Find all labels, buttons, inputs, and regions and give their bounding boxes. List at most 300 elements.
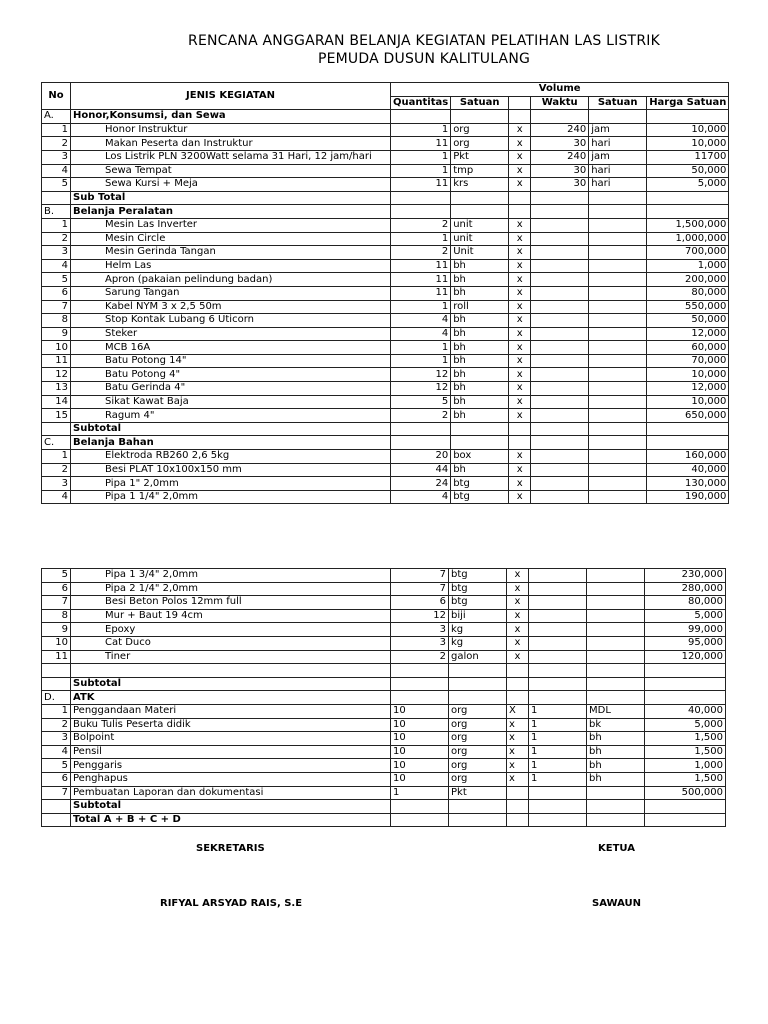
table-row [42,123,729,137]
cell-multiplier: x [507,650,529,664]
cell-satuan-2 [589,382,647,396]
section-row [42,436,729,450]
cell-multiplier: x [507,772,529,786]
cell-empty [391,813,449,827]
table-row [42,178,729,192]
cell-satuan: unit [451,218,509,232]
cell-satuan: bh [451,409,509,423]
table-row [42,259,729,273]
subtotal-row [42,800,726,814]
cell-satuan-2 [587,569,645,583]
subtotal-row [42,191,729,205]
cell-quantitas: 1 [391,123,451,137]
table-row [42,582,726,596]
table-row [42,477,729,491]
cell-empty [647,205,729,219]
cell-waktu: 1 [529,718,587,732]
cell-empty [645,677,726,691]
cell-empty [587,813,645,827]
cell-harga-satuan: 700,000 [647,246,729,260]
cell-quantitas: 4 [391,314,451,328]
cell-empty [529,677,587,691]
cell-satuan: kg [449,636,507,650]
cell-waktu [529,609,587,623]
cell-harga-satuan: 1,500,000 [647,218,729,232]
cell-harga-satuan: 120,000 [645,650,726,664]
cell-quantitas: 11 [391,259,451,273]
cell-empty [449,677,507,691]
cell-no: 5 [42,273,71,287]
cell-item-name: Pipa 1 1/4" 2,0mm [71,490,391,504]
cell-multiplier: x [509,327,531,341]
cell-satuan: btg [451,490,509,504]
cell-harga-satuan: 190,000 [647,490,729,504]
cell-no: 10 [42,341,71,355]
cell-harga-satuan: 40,000 [647,463,729,477]
cell-quantitas: 7 [391,569,449,583]
cell-quantitas: 1 [391,300,451,314]
cell-item-name: Mesin Circle [71,232,391,246]
cell-harga-satuan: 200,000 [647,273,729,287]
cell-satuan-2 [589,409,647,423]
cell-multiplier: x [509,232,531,246]
table-row [42,314,729,328]
cell-item-name: Makan Peserta dan Instruktur [71,137,391,151]
cell-waktu [531,368,589,382]
cell-empty [531,422,589,436]
table-row [42,382,729,396]
cell-item-name: Kabel NYM 3 x 2,5 50m [71,300,391,314]
cell-harga-satuan: 500,000 [645,786,726,800]
cell-satuan-2: hari [589,137,647,151]
cell-multiplier: x [509,300,531,314]
cell-multiplier: x [507,745,529,759]
cell-item-name: Epoxy [71,623,391,637]
cell-item-name: Batu Potong 14" [71,354,391,368]
cell-item-name: Pipa 1" 2,0mm [71,477,391,491]
cell-waktu [529,582,587,596]
table-row [42,409,729,423]
cell-waktu [529,623,587,637]
cell-no: 13 [42,382,71,396]
cell-item-name: Sewa Tempat [71,164,391,178]
cell-empty [391,191,451,205]
cell-empty [507,800,529,814]
cell-empty [509,110,531,124]
cell-satuan-2 [589,354,647,368]
subtotal-row [42,813,726,827]
cell-waktu [531,490,589,504]
cell-item-name: Besi PLAT 10x100x150 mm [71,463,391,477]
cell-quantitas: 10 [391,704,449,718]
cell-waktu [531,463,589,477]
cell-item-name: Apron (pakaian pelindung badan) [71,273,391,287]
table-row [42,623,726,637]
cell-empty [451,110,509,124]
cell-multiplier: x [509,314,531,328]
cell-quantitas: 4 [391,490,451,504]
signature-name-sekretaris: RIFYAL ARSYAD RAIS, S.E [160,898,303,909]
cell-waktu [531,395,589,409]
cell-waktu: 1 [529,732,587,746]
cell-empty [529,800,587,814]
cell-no: 14 [42,395,71,409]
cell-harga-satuan: 80,000 [647,286,729,300]
cell-satuan: bh [451,368,509,382]
cell-empty [507,664,529,678]
cell-satuan-2: bh [587,759,645,773]
cell-item-name: Sarung Tangan [71,286,391,300]
cell-empty [391,691,449,705]
cell-quantitas: 10 [391,732,449,746]
table-row [42,246,729,260]
cell-satuan: btg [449,569,507,583]
cell-satuan: bh [451,314,509,328]
cell-satuan: org [449,745,507,759]
cell-satuan: bh [451,273,509,287]
table-row [42,636,726,650]
cell-empty [589,422,647,436]
cell-empty [451,205,509,219]
cell-harga-satuan: 1,000,000 [647,232,729,246]
table-row [42,150,729,164]
cell-no: D. [42,691,71,705]
cell-multiplier: x [509,259,531,273]
table-row [42,395,729,409]
cell-waktu [531,259,589,273]
cell-waktu: 240 [531,123,589,137]
table-row [42,463,729,477]
cell-satuan: org [449,704,507,718]
cell-item-name: Batu Potong 4" [71,368,391,382]
cell-multiplier: x [509,150,531,164]
cell-item-name: Helm Las [71,259,391,273]
cell-multiplier: x [507,732,529,746]
cell-multiplier: x [509,273,531,287]
cell-satuan-2 [589,327,647,341]
cell-empty [587,800,645,814]
cell-harga-satuan: 95,000 [645,636,726,650]
cell-satuan-2 [589,395,647,409]
cell-waktu: 1 [529,704,587,718]
table-row [42,772,726,786]
page-title-line-1: RENCANA ANGGARAN BELANJA KEGIATAN PELATIHAN LAS LISTRIK [188,33,660,49]
cell-empty [391,800,449,814]
cell-satuan-2 [589,477,647,491]
table-row [42,664,726,678]
table-row [42,569,726,583]
cell-empty [391,664,449,678]
cell-satuan-2: bk [587,718,645,732]
cell-no: 5 [42,759,71,773]
cell-item-name: Honor Instruktur [71,123,391,137]
cell-satuan: krs [451,178,509,192]
cell-harga-satuan: 280,000 [645,582,726,596]
cell-no: 5 [42,178,71,192]
cell-waktu: 1 [529,759,587,773]
cell-item-name: Pipa 2 1/4" 2,0mm [71,582,391,596]
cell-satuan: bh [451,259,509,273]
subtotal-row [42,422,729,436]
cell-waktu: 1 [529,772,587,786]
cell-multiplier: x [507,609,529,623]
cell-satuan-2 [589,286,647,300]
cell-harga-satuan: 12,000 [647,382,729,396]
cell-waktu: 30 [531,178,589,192]
cell-waktu [531,246,589,260]
cell-no [42,813,71,827]
table-row [42,786,726,800]
cell-item-name: Pembuatan Laporan dan dokumentasi [71,786,391,800]
cell-harga-satuan: 10,000 [647,137,729,151]
cell-harga-satuan: 160,000 [647,450,729,464]
cell-waktu [531,354,589,368]
cell-no [42,422,71,436]
cell-waktu [531,286,589,300]
cell-item-name: Steker [71,327,391,341]
table-row [42,759,726,773]
cell-empty [531,191,589,205]
cell-no: 3 [42,477,71,491]
cell-no: A. [42,110,71,124]
cell-harga-satuan: 1,500 [645,732,726,746]
cell-harga-satuan: 10,000 [647,123,729,137]
table-row [42,300,729,314]
cell-multiplier: x [509,341,531,355]
cell-satuan-2: MDL [587,704,645,718]
cell-empty [509,191,531,205]
table-row [42,450,729,464]
cell-no: 10 [42,636,71,650]
cell-harga-satuan: 5,000 [645,718,726,732]
cell-satuan: Pkt [451,150,509,164]
signature-role-sekretaris: SEKRETARIS [196,843,265,854]
cell-multiplier: x [509,164,531,178]
cell-no: 3 [42,732,71,746]
cell-multiplier: x [509,368,531,382]
table-row [42,273,729,287]
cell-multiplier: x [507,582,529,596]
cell-waktu: 1 [529,745,587,759]
cell-no: 6 [42,772,71,786]
cell-quantitas: 11 [391,286,451,300]
cell-item-name: Mesin Las Inverter [71,218,391,232]
cell-satuan-2: hari [589,178,647,192]
cell-section-name: Honor,Konsumsi, dan Sewa [71,110,391,124]
cell-quantitas: 12 [391,368,451,382]
header-waktu: Waktu [531,96,589,110]
signature-name-ketua: SAWAUN [592,898,641,909]
cell-quantitas: 7 [391,582,449,596]
cell-item-name: Penghapus [71,772,391,786]
cell-satuan-2 [587,609,645,623]
section-row [42,691,726,705]
cell-empty [449,664,507,678]
cell-waktu [531,477,589,491]
table-row [42,596,726,610]
cell-item-name: Penggandaan Materi [71,704,391,718]
cell-satuan: org [449,772,507,786]
cell-no: 6 [42,582,71,596]
cell-no: 1 [42,123,71,137]
cell-harga-satuan: 650,000 [647,409,729,423]
cell-empty [391,422,451,436]
cell-multiplier: x [509,490,531,504]
cell-quantitas: 1 [391,164,451,178]
cell-no: 3 [42,246,71,260]
cell-quantitas: 2 [391,650,449,664]
header-satuan-2: Satuan [589,96,647,110]
section-row [42,110,729,124]
cell-item-name: Sewa Kursi + Meja [71,178,391,192]
cell-satuan-2 [589,232,647,246]
cell-harga-satuan: 80,000 [645,596,726,610]
header-jenis-kegiatan: JENIS KEGIATAN [71,83,391,110]
cell-waktu [529,786,587,800]
cell-empty [509,422,531,436]
cell-quantitas: 12 [391,382,451,396]
cell-no: 15 [42,409,71,423]
cell-no: 2 [42,718,71,732]
cell-no: 2 [42,137,71,151]
cell-quantitas: 6 [391,596,449,610]
cell-item-name: Elektroda RB260 2,6 5kg [71,450,391,464]
cell-empty [529,691,587,705]
cell-satuan-2 [589,246,647,260]
table-row [42,609,726,623]
cell-satuan-2: jam [589,123,647,137]
cell-subtotal-label [71,664,391,678]
cell-empty [449,813,507,827]
cell-empty [449,800,507,814]
cell-waktu [531,327,589,341]
cell-no: 8 [42,609,71,623]
cell-empty [647,110,729,124]
cell-empty [529,813,587,827]
cell-satuan-2 [587,596,645,610]
cell-multiplier: x [507,718,529,732]
header-quantitas: Quantitas [391,96,451,110]
cell-waktu [531,300,589,314]
cell-satuan: org [451,123,509,137]
cell-quantitas: 11 [391,137,451,151]
cell-multiplier: x [507,569,529,583]
cell-empty [507,691,529,705]
cell-quantitas: 10 [391,718,449,732]
cell-quantitas: 2 [391,409,451,423]
table-row [42,164,729,178]
cell-satuan: bh [451,354,509,368]
cell-multiplier: x [509,463,531,477]
cell-multiplier: x [507,759,529,773]
cell-multiplier: x [509,218,531,232]
cell-empty [587,677,645,691]
cell-empty [509,205,531,219]
cell-empty [391,436,451,450]
page-title-line-2: PEMUDA DUSUN KALITULANG [317,51,531,67]
cell-empty [451,422,509,436]
table-row [42,286,729,300]
cell-item-name: Stop Kontak Lubang 6 Uticorn [71,314,391,328]
cell-no: 8 [42,314,71,328]
cell-quantitas: 11 [391,273,451,287]
cell-empty [451,191,509,205]
cell-item-name: Tiner [71,650,391,664]
cell-waktu: 30 [531,164,589,178]
cell-quantitas: 2 [391,246,451,260]
cell-satuan-2 [589,314,647,328]
cell-no [42,191,71,205]
cell-empty [589,191,647,205]
cell-no: 11 [42,354,71,368]
cell-satuan-2 [589,259,647,273]
cell-empty [645,691,726,705]
cell-harga-satuan: 50,000 [647,314,729,328]
cell-harga-satuan: 12,000 [647,327,729,341]
cell-satuan: bh [451,286,509,300]
cell-item-name: Sikat Kawat Baja [71,395,391,409]
cell-quantitas: 3 [391,636,449,650]
cell-quantitas: 10 [391,745,449,759]
section-row [42,205,729,219]
cell-no: 9 [42,623,71,637]
cell-subtotal-label: Total A + B + C + D [71,813,391,827]
cell-satuan: bh [451,382,509,396]
cell-satuan-2 [587,650,645,664]
cell-multiplier: x [509,178,531,192]
cell-item-name: Batu Gerinda 4" [71,382,391,396]
cell-satuan: box [451,450,509,464]
cell-multiplier: x [509,409,531,423]
cell-waktu [531,382,589,396]
cell-waktu [531,450,589,464]
cell-satuan-2 [589,341,647,355]
cell-satuan-2 [589,273,647,287]
cell-empty [391,677,449,691]
cell-satuan: unit [451,232,509,246]
cell-empty [529,664,587,678]
cell-item-name: Mur + Baut 19 4cm [71,609,391,623]
cell-empty [507,677,529,691]
cell-satuan: Unit [451,246,509,260]
cell-section-name: Belanja Peralatan [71,205,391,219]
cell-harga-satuan: 50,000 [647,164,729,178]
cell-empty [645,664,726,678]
cell-no: 4 [42,259,71,273]
cell-empty [531,436,589,450]
cell-waktu [529,596,587,610]
cell-quantitas: 4 [391,327,451,341]
table-row [42,218,729,232]
cell-multiplier: x [509,354,531,368]
cell-empty [531,205,589,219]
cell-satuan: kg [449,623,507,637]
cell-no: B. [42,205,71,219]
cell-no: 7 [42,300,71,314]
cell-quantitas: 1 [391,232,451,246]
cell-no: 5 [42,569,71,583]
cell-item-name: Bolpoint [71,732,391,746]
cell-multiplier: x [509,286,531,300]
cell-item-name: Pensil [71,745,391,759]
cell-harga-satuan: 1,000 [645,759,726,773]
cell-no: 11 [42,650,71,664]
cell-satuan: btg [449,582,507,596]
cell-harga-satuan: 1,500 [645,745,726,759]
header-no: No [42,83,71,110]
cell-subtotal-label: Subtotal [71,800,391,814]
cell-empty [645,800,726,814]
